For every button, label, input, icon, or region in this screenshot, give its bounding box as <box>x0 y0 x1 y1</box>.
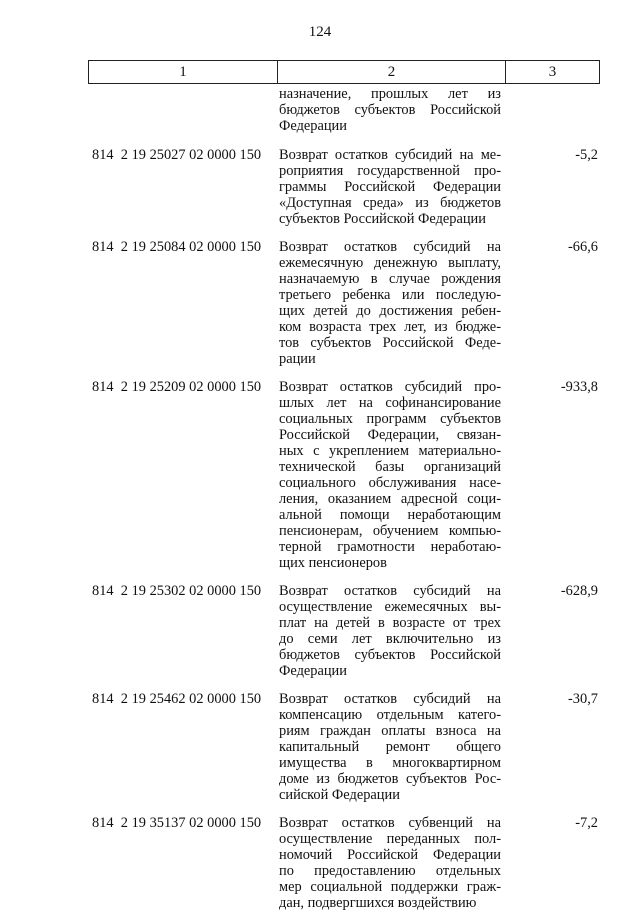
description-line: осуществление ежемесячных вы- <box>279 599 501 615</box>
table-row <box>88 239 600 367</box>
description-line: Возврат остатков субвенций на <box>279 815 501 831</box>
budget-code: 814 2 19 25302 02 0000 150 <box>92 583 262 599</box>
description-line: до семи лет включительно из <box>279 631 501 647</box>
description-line: номочий Российской Федерации <box>279 847 501 863</box>
description-line: риям граждан оплаты взноса на <box>279 723 501 739</box>
budget-code: 814 2 19 25209 02 0000 150 <box>92 379 262 395</box>
budget-code <box>88 86 279 134</box>
description-line: Российской Федерации, связан- <box>279 427 501 443</box>
description-line: сийской Федерации <box>279 787 400 803</box>
description-line: Возврат остатков субсидий про- <box>279 379 501 395</box>
page-number: 124 <box>308 24 332 40</box>
table-row <box>88 815 600 911</box>
row-amount: -5,2 <box>575 147 598 163</box>
description-line: шлых лет на софинансирование <box>279 395 501 411</box>
description-line: ления, оказанием адресной соци- <box>279 491 501 507</box>
description-line: имущества в многоквартирном <box>279 755 501 771</box>
budget-code: 814 2 19 35137 02 0000 150 <box>92 815 262 831</box>
description-line: ком возраста трех лет, из бюдже- <box>279 319 501 335</box>
row-amount <box>501 86 600 134</box>
description-line: назначаемую в случае рождения <box>279 271 501 287</box>
description-line: по предоставлению отдельных <box>279 863 501 879</box>
description-line: социального обслуживания насе- <box>279 475 501 491</box>
description-line: Возврат остатков субсидий на <box>279 583 501 599</box>
description-line: альной помощи неработающим <box>279 507 501 523</box>
row-description <box>279 239 501 367</box>
description-line: ных с укреплением материально- <box>279 443 501 459</box>
table-row <box>88 86 600 134</box>
description-line: социальных программ субъектов <box>279 411 501 427</box>
description-line: «Доступная среда» из бюджетов <box>279 195 501 211</box>
description-line: тов субъектов Российской Феде- <box>279 335 501 351</box>
row-description <box>279 815 501 911</box>
description-line: осуществление переданных пол- <box>279 831 501 847</box>
description-line: Возврат остатков субсидий на <box>279 691 501 707</box>
description-line: роприятия государственной про- <box>279 163 501 179</box>
row-amount: -66,6 <box>568 239 598 255</box>
description-line: пенсионерам, обучением компью- <box>279 523 501 539</box>
description-line: щих пенсионеров <box>279 555 387 571</box>
row-amount: -933,8 <box>560 379 598 395</box>
table-header <box>88 60 600 84</box>
table-row <box>88 583 600 679</box>
header-col-3: 3 <box>548 64 557 80</box>
table-body <box>88 86 600 923</box>
description-line: дан, подвергшихся воздействию <box>279 895 477 911</box>
description-line: терной грамотности неработаю- <box>279 539 501 555</box>
row-amount: -628,9 <box>560 583 598 599</box>
header-col-1: 1 <box>89 61 278 83</box>
description-line: граммы Российской Федерации <box>279 179 501 195</box>
description-line: Возврат остатков субсидий на ме- <box>279 147 501 163</box>
description-line: щих детей до достижения ребен- <box>279 303 501 319</box>
row-description <box>279 379 501 571</box>
description-line: Федерации <box>279 663 347 679</box>
budget-code: 814 2 19 25462 02 0000 150 <box>92 691 262 707</box>
description-line: Возврат остатков субсидий на <box>279 239 501 255</box>
description-line: ежемесячную денежную выплату, <box>279 255 501 271</box>
table-row <box>88 147 600 227</box>
description-line: технической базы организаций <box>279 459 501 475</box>
table-row <box>88 691 600 803</box>
row-description <box>279 583 501 679</box>
description-line: рации <box>279 351 316 367</box>
description-line: плат на детей в возрасте от трех <box>279 615 501 631</box>
table-row <box>88 379 600 571</box>
row-description <box>279 147 501 227</box>
description-line: Федерации <box>279 118 347 134</box>
description-line: субъектов Российской Федерации <box>279 211 486 227</box>
budget-code: 814 2 19 25027 02 0000 150 <box>92 147 262 163</box>
header-col-2: 2 <box>278 61 506 83</box>
description-line: компенсацию отдельным катего- <box>279 707 501 723</box>
row-description <box>279 691 501 803</box>
row-amount: -7,2 <box>575 815 598 831</box>
description-line: бюджетов субъектов Российской <box>279 647 501 663</box>
row-amount: -30,7 <box>568 691 598 707</box>
budget-code: 814 2 19 25084 02 0000 150 <box>92 239 262 255</box>
description-line: мер социальной поддержки граж- <box>279 879 501 895</box>
description-line: капитальный ремонт общего <box>279 739 501 755</box>
description-line: назначение, прошлых лет из <box>279 86 501 102</box>
description-line: третьего ребенка или последую- <box>279 287 501 303</box>
description-line: доме из бюджетов субъектов Рос- <box>279 771 501 787</box>
description-line: бюджетов субъектов Российской <box>279 102 501 118</box>
row-description <box>279 86 501 134</box>
